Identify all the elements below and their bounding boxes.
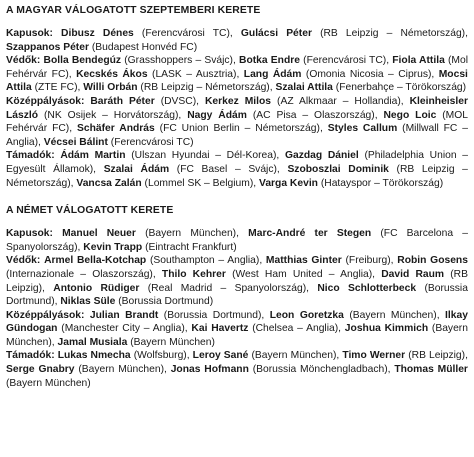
player-club: (Fenerbahçe – Törökország)	[335, 82, 467, 94]
player-name: Schäfer András	[77, 123, 155, 135]
player-club: (Chelsea – Anglia),	[252, 323, 342, 335]
player-name: Lukas Nmecha	[57, 350, 131, 362]
player-name: Vancsa Zalán	[76, 177, 142, 189]
player-name: Thilo Kehrer	[161, 268, 226, 280]
player-name: Szalai Attila	[275, 82, 333, 94]
player-club: (RB Leipzig – Németország),	[140, 82, 273, 94]
player-club: (FC Union Berlin – Németország),	[159, 123, 323, 135]
player-club: (DVSC),	[160, 95, 200, 107]
player-name: Manuel Neuer	[62, 228, 136, 240]
player-name: Fiola Attila	[392, 55, 445, 67]
position-label: Kapusok:	[6, 28, 53, 39]
player-name: Gazdag Dániel	[284, 150, 359, 162]
player-name: Joshua Kimmich	[344, 323, 429, 335]
player-name: Kai Havertz	[191, 323, 249, 335]
german-squad-heading: A NÉMET VÁLOGATOTT KERETE	[6, 205, 174, 217]
player-club: (RB Leipzig – Németország),	[320, 28, 468, 39]
player-name: Ádám Martin	[60, 150, 126, 162]
player-name: Marc-André ter Stegen	[248, 228, 372, 240]
player-name: Robin Gosens	[397, 255, 468, 267]
position-label: Támadók:	[6, 150, 55, 162]
position-label: Támadók:	[6, 350, 55, 362]
player-name: Nagy Ádám	[187, 109, 247, 121]
player-name: Szappanos Péter	[6, 41, 89, 53]
player-club: (LASK – Ausztria),	[152, 68, 240, 80]
player-name: Kerkez Milos	[204, 95, 272, 107]
player-club: (Bayern München)	[6, 377, 91, 389]
player-club: (Ulszan Hyundai – Dél-Korea),	[131, 150, 280, 162]
player-name: Jamal Musiala	[57, 336, 128, 348]
player-name: Matthias Ginter	[265, 255, 342, 267]
player-club: (MOL Fehérvár FC),	[6, 109, 468, 135]
player-name: Szalai Ádám	[103, 163, 170, 175]
player-club: (NK Osijek – Horvátország),	[43, 109, 182, 121]
player-name: Szoboszlai Dominik	[287, 163, 389, 175]
player-club: (ZTE FC),	[34, 82, 81, 94]
player-name: David Raum	[381, 268, 445, 280]
player-club: (Millwall FC – Anglia),	[6, 123, 468, 148]
player-club: (Bayern München),	[6, 323, 468, 348]
player-name: Kecskés Ákos	[76, 68, 148, 80]
player-club: (AZ Alkmaar – Hollandia),	[277, 95, 404, 107]
player-club: (FC Barcelona – Spanyolország),	[6, 228, 468, 253]
position-group	[6, 149, 468, 190]
player-club: (Bayern München)	[130, 336, 215, 348]
position-group	[6, 227, 468, 254]
player-name: Varga Kevin	[259, 177, 318, 189]
position-label: Védők:	[6, 255, 41, 267]
player-name: Julian Brandt	[89, 309, 159, 321]
player-club: (Real Madrid – Spanyolország),	[147, 282, 309, 294]
player-name: Gulácsi Péter	[240, 28, 312, 39]
position-label: Védők:	[6, 55, 41, 67]
player-name: Vécsei Bálint	[43, 136, 108, 148]
player-club: (Bayern München),	[145, 228, 239, 240]
player-club: (Ferencvárosi TC)	[110, 136, 194, 148]
player-club: (Lommel SK – Belgium),	[144, 177, 257, 189]
player-club: (Ferencvárosi TC),	[141, 28, 233, 39]
position-group	[6, 95, 468, 149]
player-club: (Bayern München),	[349, 309, 440, 321]
player-name: Botka Endre	[239, 55, 300, 67]
player-club: (Bayern München),	[251, 350, 340, 362]
player-club: (Mol Fehérvár FC),	[6, 55, 468, 80]
player-name: Niklas Süle	[60, 296, 116, 308]
player-club: (Manchester City – Anglia),	[61, 323, 188, 335]
player-club: (Borussia Dortmund),	[6, 282, 468, 308]
player-name: Leon Goretzka	[269, 309, 344, 321]
player-club: (Borussia Dortmund),	[163, 309, 265, 321]
player-name: Ilkay Gündogan	[6, 309, 468, 335]
player-club: (Internazionale – Olaszország),	[6, 268, 156, 280]
position-group	[6, 27, 468, 54]
player-club: (Hatayspor – Törökország)	[320, 177, 444, 189]
player-club: (Ferencvárosi TC),	[303, 55, 390, 67]
player-club: (West Ham United – Anglia),	[232, 268, 376, 280]
position-group	[6, 54, 468, 95]
player-club: (FC Basel – Svájc),	[176, 163, 280, 175]
player-name: Lang Ádám	[243, 68, 302, 80]
player-club: (Omonia Nicosia – Ciprus),	[305, 68, 435, 80]
player-club: (Bayern München),	[78, 364, 167, 376]
player-club: (Budapest Honvéd FC)	[91, 41, 198, 53]
player-club: (Philadelphia Union – Egyesült Államok),	[6, 150, 468, 175]
player-name: Kleinheisler László	[6, 95, 468, 121]
player-club: (Southampton – Anglia),	[149, 255, 263, 267]
hungarian-squad-heading: A MAGYAR VÁLOGATOTT SZEPTEMBERI KERETE	[6, 5, 261, 16]
player-name: Antonio Rüdiger	[53, 282, 140, 294]
player-name: Mocsi Attila	[6, 68, 468, 94]
player-name: Jonas Hofmann	[170, 364, 249, 376]
player-name: Timo Werner	[342, 350, 406, 362]
position-label: Középpályások:	[6, 95, 85, 107]
player-name: Nico Schlotterbeck	[317, 282, 417, 294]
position-label: Középpályások:	[6, 309, 85, 321]
player-club: (Borussia Mönchengladbach),	[252, 364, 391, 376]
player-name: Styles Callum	[327, 123, 398, 135]
player-name: Serge Gnabry	[6, 364, 75, 376]
player-club: (Wolfsburg),	[133, 350, 190, 362]
player-club: (RB Leipzig),	[408, 350, 468, 362]
player-club: (Eintracht Frankfurt)	[145, 241, 237, 253]
player-name: Willi Orbán	[83, 82, 138, 94]
player-name: Baráth Péter	[90, 95, 155, 107]
hungarian-squad	[6, 27, 468, 190]
player-club: (Grasshoppers – Svájc),	[124, 55, 236, 67]
player-name: Armel Bella-Kotchap	[44, 255, 147, 267]
player-club: (Freiburg),	[345, 255, 394, 267]
player-club: (Borussia Dortmund)	[118, 296, 214, 308]
player-name: Thomas Müller	[394, 364, 468, 376]
position-group	[6, 309, 468, 350]
player-club: (AC Pisa – Olaszország),	[252, 109, 378, 121]
player-name: Bolla Bendegúz	[43, 55, 122, 67]
position-group	[6, 254, 468, 308]
player-club: (RB Leipzig – Németország),	[6, 163, 468, 189]
position-group	[6, 349, 468, 390]
player-name: Dibusz Dénes	[61, 28, 134, 39]
german-squad	[6, 227, 468, 390]
player-name: Nego Loic	[383, 109, 437, 121]
player-name: Leroy Sané	[192, 350, 249, 362]
position-label: Kapusok:	[6, 228, 53, 240]
player-club: (RB Leipzig),	[6, 268, 468, 294]
player-name: Kevin Trapp	[83, 241, 143, 253]
